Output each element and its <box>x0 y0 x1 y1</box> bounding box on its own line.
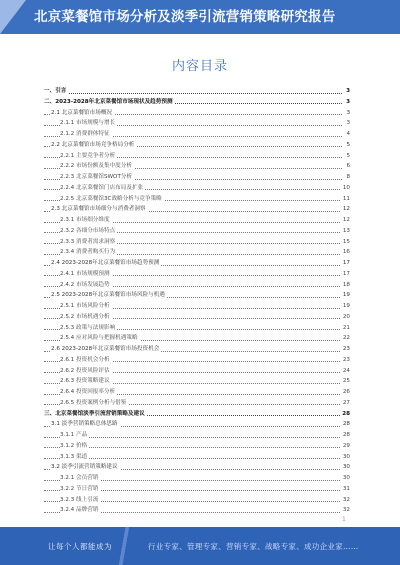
toc-entry-label: 2.6.5 投资案例分析与借鉴 <box>60 398 128 409</box>
toc-entry-label: 3.2 淡季引流营销策略建议 <box>51 462 120 473</box>
toc-entry[interactable] <box>44 409 350 420</box>
toc-entry[interactable] <box>44 269 350 280</box>
toc-entry[interactable] <box>44 151 350 162</box>
toc-entry[interactable] <box>44 258 350 269</box>
toc-entry[interactable] <box>44 140 350 151</box>
toc-entry-label: 2.2.1 主要竞争者分析 <box>60 151 117 162</box>
toc-entry-page: 4 <box>344 129 350 140</box>
toc-entry-label: 2.6.4 投资回报率分析 <box>60 387 117 398</box>
toc-entry-label: 三、北京菜餐馆淡季引流营销策略及建议 <box>44 409 147 420</box>
toc-entry[interactable] <box>44 204 350 215</box>
toc-entry-page: 8 <box>344 172 350 183</box>
table-of-contents <box>44 86 350 516</box>
toc-entry-page: 30 <box>341 462 350 473</box>
toc-entry-label: 2.5.3 政策与法规影响 <box>60 323 117 334</box>
toc-entry-label: 2.2.4 北京菜餐馆门店布局及扩张 <box>60 183 145 194</box>
toc-entry-page: 5 <box>344 151 350 162</box>
toc-entry[interactable] <box>44 108 350 119</box>
toc-entry-page: 5 <box>344 140 350 151</box>
toc-entry[interactable] <box>44 344 350 355</box>
toc-entry[interactable] <box>44 441 350 452</box>
toc-entry-page: 17 <box>341 258 350 269</box>
toc-entry[interactable] <box>44 280 350 291</box>
toc-entry[interactable] <box>44 237 350 248</box>
toc-entry-label: 2.5.1 市场风险分析 <box>60 301 112 312</box>
toc-entry[interactable] <box>44 419 350 430</box>
toc-entry-label: 2.3.1 市场细分维度 <box>60 215 112 226</box>
footer-divider <box>118 527 130 565</box>
toc-entry-label: 2.6.1 投资机会分析 <box>60 355 112 366</box>
toc-entry-page: 10 <box>341 183 350 194</box>
toc-entry-page: 25 <box>341 376 350 387</box>
toc-entry-label: 2.6 2023-2028年北京菜餐馆市场投资机会 <box>51 344 161 355</box>
toc-leader-dots <box>44 93 342 94</box>
toc-entry-page: 30 <box>341 473 350 484</box>
toc-entry[interactable] <box>44 452 350 463</box>
toc-entry-page: 32 <box>341 495 350 506</box>
toc-entry-page: 22 <box>341 333 350 344</box>
toc-entry[interactable] <box>44 376 350 387</box>
toc-entry-label: 3.2.3 线上引流 <box>60 495 100 506</box>
toc-entry-page: 29 <box>341 441 350 452</box>
toc-entry[interactable] <box>44 97 350 108</box>
toc-entry-page: 17 <box>341 269 350 280</box>
toc-entry-page: 27 <box>341 398 350 409</box>
toc-entry-label: 一、引言 <box>44 86 68 97</box>
toc-entry[interactable] <box>44 247 350 258</box>
toc-entry-label: 3.2.1 会员营销 <box>60 473 100 484</box>
toc-entry-label: 2.2.5 北京菜餐馆3C战略分析与竞争策略 <box>60 194 164 205</box>
report-header <box>0 0 400 34</box>
toc-entry-label: 3.1.2 价格 <box>60 441 89 452</box>
toc-entry-page: 6 <box>344 161 350 172</box>
toc-entry-label: 3.2.4 品牌营销 <box>60 505 100 516</box>
toc-entry-page: 23 <box>341 355 350 366</box>
toc-entry[interactable] <box>44 312 350 323</box>
toc-entry[interactable] <box>44 301 350 312</box>
toc-entry[interactable] <box>44 215 350 226</box>
toc-entry-page: 13 <box>341 226 350 237</box>
toc-entry[interactable] <box>44 366 350 377</box>
header-accent <box>0 0 26 34</box>
toc-entry-label: 3.1.3 渠道 <box>60 452 89 463</box>
toc-entry-page: 3 <box>344 108 350 119</box>
toc-entry-page: 3 <box>344 86 350 97</box>
toc-entry[interactable] <box>44 484 350 495</box>
toc-entry-label: 2.3.3 消费者需求洞察 <box>60 237 117 248</box>
toc-entry-page: 26 <box>341 387 350 398</box>
toc-entry[interactable] <box>44 473 350 484</box>
toc-entry-label: 2.3.2 各细分市场特点 <box>60 226 117 237</box>
toc-entry-page: 19 <box>341 290 350 301</box>
toc-entry-label: 2.6.2 投资风险评估 <box>60 366 112 377</box>
toc-entry[interactable] <box>44 161 350 172</box>
toc-entry[interactable] <box>44 333 350 344</box>
toc-entry-label: 2.1.2 消费群体特征 <box>60 129 112 140</box>
toc-entry[interactable] <box>44 129 350 140</box>
toc-entry[interactable] <box>44 387 350 398</box>
toc-entry-page: 11 <box>341 194 350 205</box>
toc-entry[interactable] <box>44 86 350 97</box>
footer-slogan-right: 行业专家、管理专家、营销专家、战略专家、成功企业家…… <box>148 542 359 551</box>
toc-entry-label: 二、2023-2028年北京菜餐馆市场现状及趋势预测 <box>44 97 175 108</box>
toc-entry[interactable] <box>44 226 350 237</box>
toc-entry-page: 32 <box>341 505 350 516</box>
toc-entry-page: 3 <box>344 118 350 129</box>
toc-entry-page: 28 <box>340 409 350 420</box>
toc-entry-page: 15 <box>341 237 350 248</box>
toc-entry-label: 2.1.1 市场规模与增长 <box>60 118 117 129</box>
toc-entry-label: 2.3 北京菜餐馆市场细分与消费者洞察 <box>51 204 148 215</box>
toc-entry[interactable] <box>44 194 350 205</box>
toc-entry-page: 18 <box>341 280 350 291</box>
toc-entry-page: 30 <box>341 452 350 463</box>
toc-entry-page: 28 <box>341 419 350 430</box>
toc-entry-page: 28 <box>341 430 350 441</box>
toc-entry[interactable] <box>44 290 350 301</box>
toc-entry[interactable] <box>44 355 350 366</box>
report-title: 北京菜餐馆市场分析及淡季引流营销策略研究报告 <box>34 9 336 25</box>
toc-entry-label: 2.4 2023-2028年北京菜餐馆市场趋势预测 <box>51 258 161 269</box>
toc-entry-label: 2.1 北京菜餐馆市场概况 <box>51 108 114 119</box>
toc-entry-label: 3.1.1 产品 <box>60 430 89 441</box>
toc-entry-page: 24 <box>341 366 350 377</box>
toc-entry-page: 12 <box>341 204 350 215</box>
toc-entry-label: 2.2 北京菜餐馆市场竞争格局分析 <box>51 140 136 151</box>
toc-entry[interactable] <box>44 183 350 194</box>
toc-entry-page: 3 <box>344 97 350 108</box>
toc-entry[interactable] <box>44 398 350 409</box>
toc-entry-label: 3.2.2 节日营销 <box>60 484 100 495</box>
toc-entry-page: 20 <box>341 312 350 323</box>
toc-entry[interactable] <box>44 462 350 473</box>
page-mark: 1 <box>342 516 346 523</box>
toc-entry[interactable] <box>44 118 350 129</box>
toc-heading: 内容目录 <box>171 59 228 74</box>
toc-entry-page: 23 <box>341 344 350 355</box>
toc-entry-page: 12 <box>341 215 350 226</box>
toc-entry-page: 31 <box>341 484 350 495</box>
toc-entry[interactable] <box>44 505 350 516</box>
toc-entry[interactable] <box>44 430 350 441</box>
toc-entry-page: 21 <box>341 323 350 334</box>
toc-entry-label: 2.4.1 市场规模预测 <box>60 269 112 280</box>
toc-entry-label: 2.4.2 市场发展趋势 <box>60 280 112 291</box>
toc-entry-label: 2.3.4 消费者购买行为 <box>60 247 117 258</box>
toc-entry[interactable] <box>44 495 350 506</box>
toc-entry-label: 2.5 2023-2028年北京菜餐馆市场风险与机遇 <box>51 290 167 301</box>
toc-entry-label: 2.2.3 北京菜餐馆SWOT分析 <box>60 172 134 183</box>
toc-entry-label: 2.6.3 投资策略建议 <box>60 376 112 387</box>
toc-entry-label: 2.5.4 应对风险与把握机遇策略 <box>60 333 140 344</box>
toc-entry-page: 19 <box>341 301 350 312</box>
toc-entry-page: 16 <box>341 247 350 258</box>
toc-entry-label: 2.5.2 市场机遇分析 <box>60 312 112 323</box>
toc-entry-label: 3.1 淡季营销策略总体思路 <box>51 419 120 430</box>
toc-entry[interactable] <box>44 172 350 183</box>
toc-entry[interactable] <box>44 323 350 334</box>
footer-slogan-left: 让每个人都能成为 <box>48 542 112 551</box>
toc-entry-label: 2.2.2 市场份额及集中度分析 <box>60 161 134 172</box>
